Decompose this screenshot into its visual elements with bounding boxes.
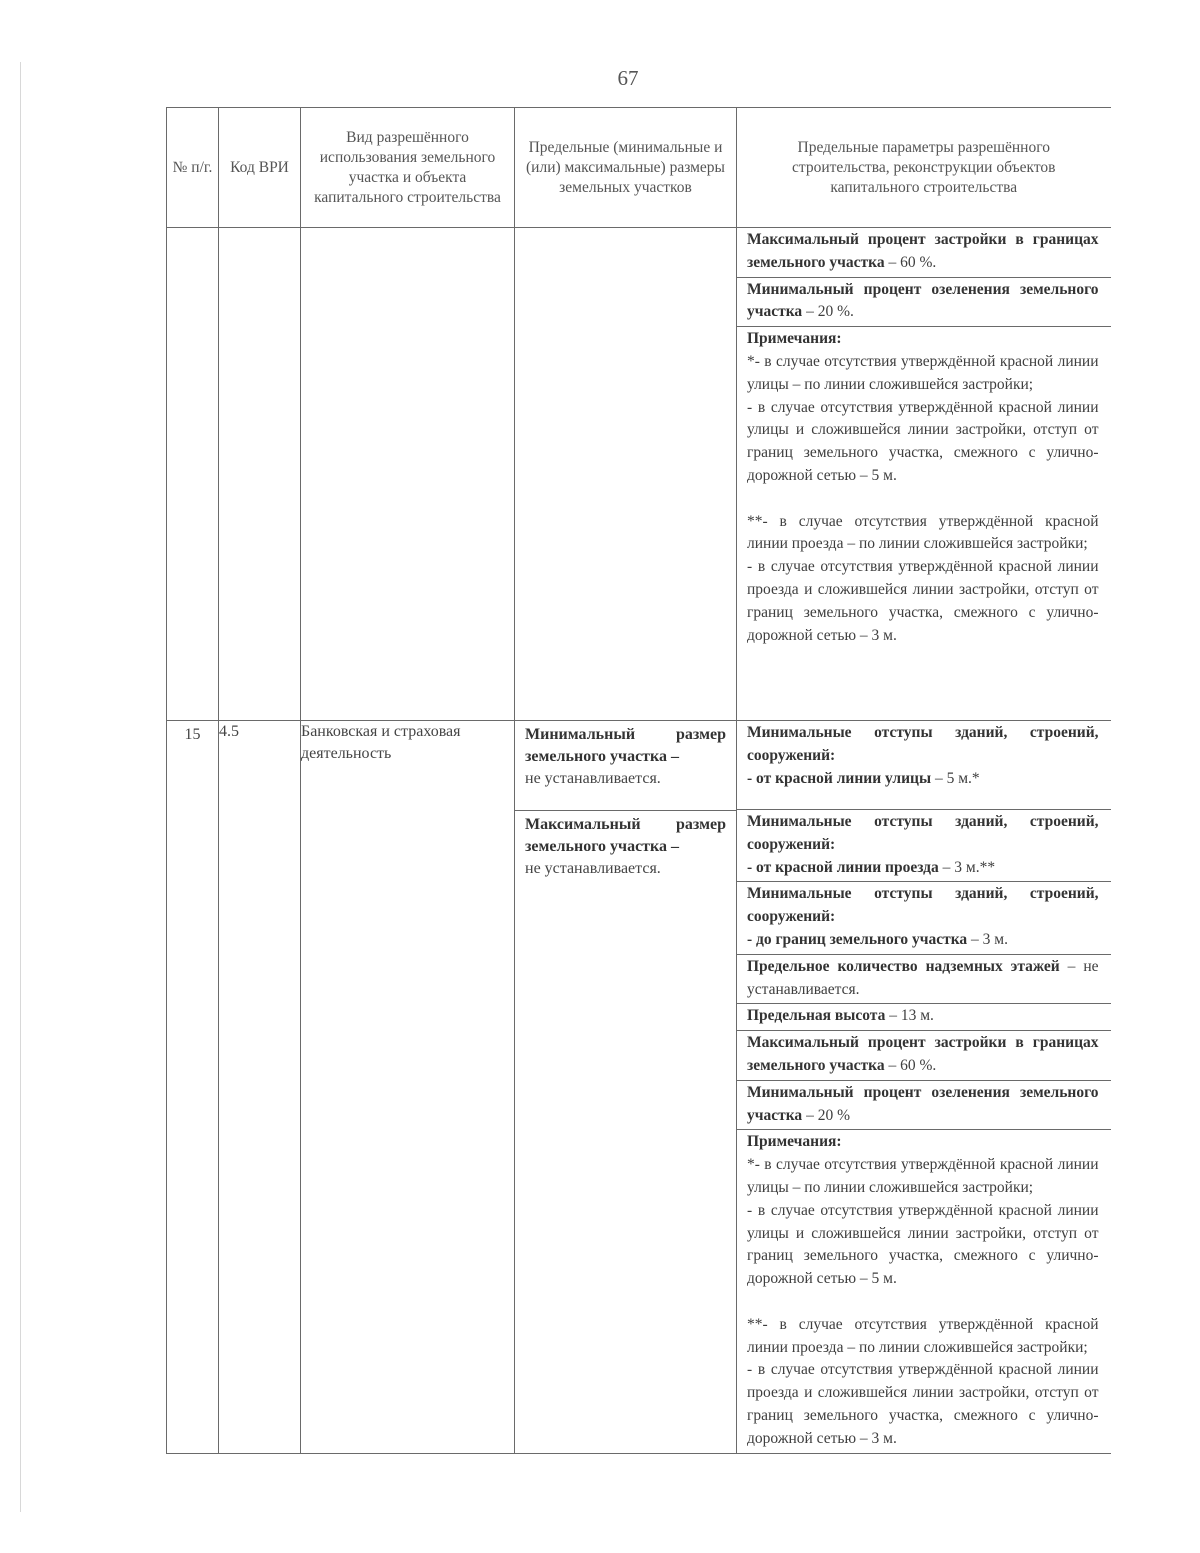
notes-item [737, 1130, 1111, 1453]
param-item: Минимальные отступы зданий, строений, сооружений: - от красной линии улицы – 5 м.* [737, 721, 1111, 810]
row-kind: Банковская и страховая деятельность [301, 721, 515, 1454]
param-item: Минимальный процент озеленения земельного участка – 20 %. [737, 277, 1111, 327]
cell-params-15 [737, 721, 1111, 1454]
table-row-continued [167, 228, 1111, 721]
cell-code-empty [219, 228, 301, 721]
row-number: 15 [167, 721, 219, 1454]
row-code: 4.5 [219, 721, 301, 1454]
param-item: Предельное количество надземных этажей – не устанавливается. [737, 954, 1111, 1004]
note-line: *- в случае отсутствия утверждённой красной линии улицы – по линии сложившейся застройки; [747, 1156, 1099, 1196]
notes-title: Примечания: [747, 1133, 842, 1151]
header-code: Код ВРИ [219, 108, 301, 228]
header-kind: Вид разрешённого использования земельного участка и объекта капитального строительства [301, 108, 515, 228]
size-item-min: Минимальный размер земельного участка – не устанавливается. [515, 721, 736, 810]
param-item: Предельная высота – 13 м. [737, 1004, 1111, 1031]
note-line: - в случае отсутствия утверждённой красной линии улицы и сложившейся линии застройки, отступ от границ земельного участка, смежного с улично-дорожной сетью – 5 м. [747, 1201, 1099, 1288]
param-item: Максимальный процент застройки в границах земельного участка – 60 %. [737, 1031, 1111, 1081]
cell-kind-empty [301, 228, 515, 721]
sizes-list [515, 721, 736, 882]
table-header-row [167, 108, 1111, 228]
cell-sizes-15 [515, 721, 737, 1454]
cell-params-continued [737, 228, 1111, 721]
header-params: Предельные параметры разрешённого строительства, реконструкции объектов капитального строительства [737, 108, 1111, 228]
table-row-15 [167, 721, 1111, 1454]
note-line: - в случае отсутствия утверждённой красной линии проезда и сложившейся линии застройки, отступ от границ земельного участка, смежного с улично-дорожной сетью – 3 м. [747, 1361, 1099, 1447]
params-list [737, 721, 1111, 1453]
note-line: - в случае отсутствия утверждённой красной линии проезда и сложившейся линии застройки, отступ от границ земельного участка, смежного с улично-дорожной сетью – 3 м. [747, 558, 1099, 644]
cell-num-empty [167, 228, 219, 721]
regulations-table [166, 107, 1111, 1454]
param-item: Максимальный процент застройки в границах земельного участка – 60 %. [737, 228, 1111, 277]
scan-edge-line [20, 62, 21, 1512]
note-line: - в случае отсутствия утверждённой красной линии улицы и сложившейся линии застройки, отступ от границ земельного участка, смежного с улично-дорожной сетью – 5 м. [747, 398, 1099, 484]
params-list [737, 228, 1111, 649]
header-sizes: Предельные (минимальные и (или) максимальные) размеры земельных участков [515, 108, 737, 228]
cell-sizes-empty [515, 228, 737, 721]
notes-item [737, 327, 1111, 650]
param-item: Минимальные отступы зданий, строений, сооружений: - от красной линии проезда – 3 м.** [737, 810, 1111, 882]
note-line: **- в случае отсутствия утверждённой красной линии проезда – по линии сложившейся застройки; [747, 1315, 1099, 1356]
notes-title: Примечания: [747, 330, 842, 348]
page-number: 67 [617, 66, 639, 90]
param-item: Минимальные отступы зданий, строений, сооружений: - до границ земельного участка – 3 м. [737, 882, 1111, 954]
param-item: Минимальный процент озеленения земельного участка – 20 % [737, 1080, 1111, 1130]
note-line: *- в случае отсутствия утверждённой красной линии улицы – по линии сложившейся застройки; [747, 352, 1099, 393]
note-line: **- в случае отсутствия утверждённой красной линии проезда – по линии сложившейся застройки; [747, 512, 1099, 553]
header-num: № п/г. [167, 108, 219, 228]
size-item-max: Максимальный размер земельного участка – не устанавливается. [525, 815, 726, 877]
